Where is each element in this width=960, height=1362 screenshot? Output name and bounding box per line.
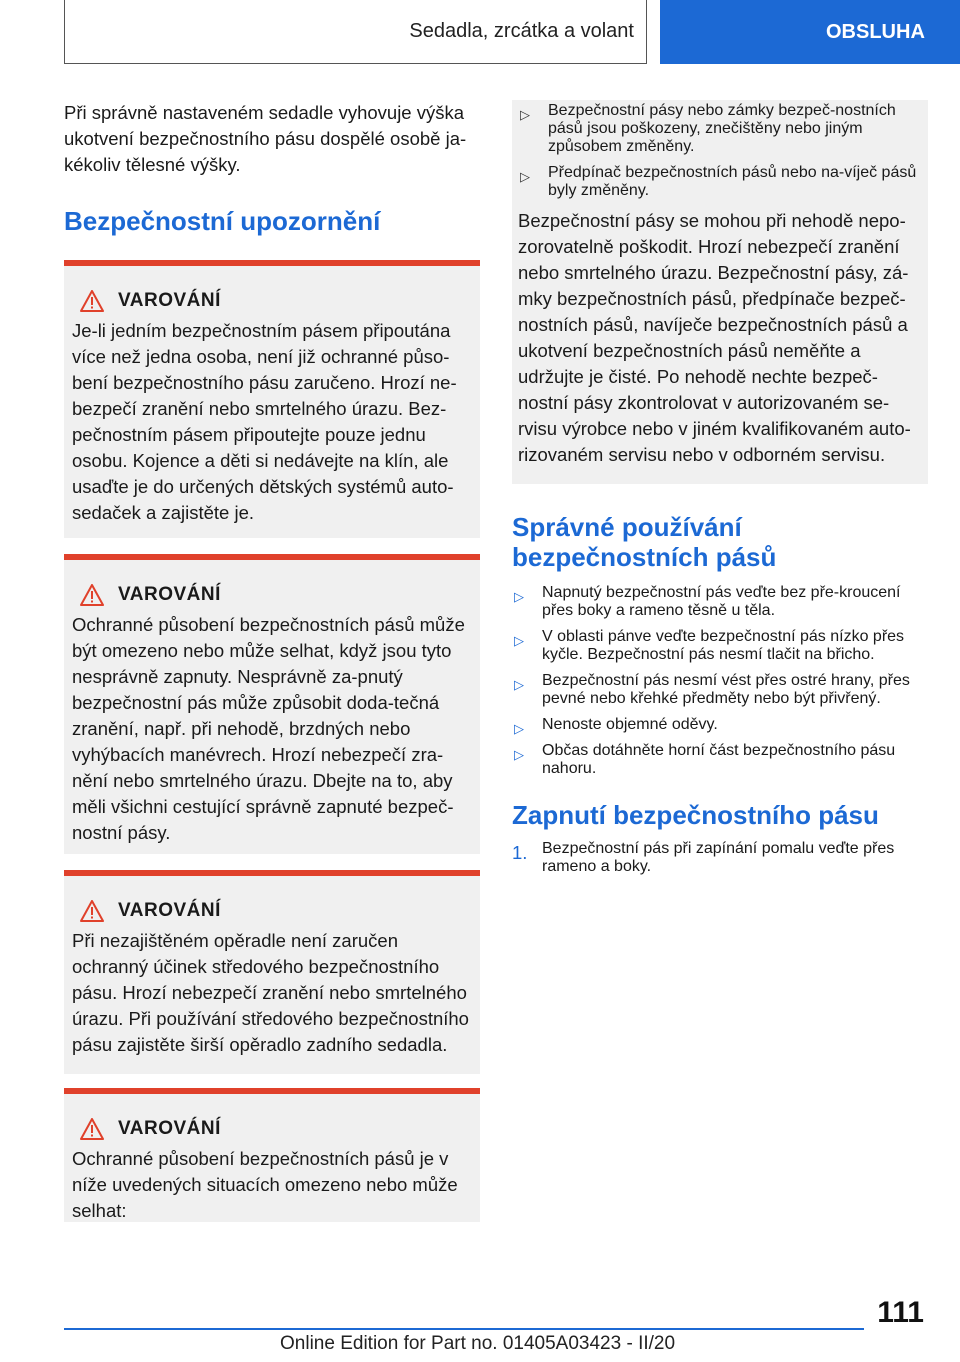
heading-fasten-belt: Zapnutí bezpečnostního pásu <box>512 800 879 830</box>
list-item: ▷ Bezpečnostní pásy nebo zámky bezpeč-nostních pásů jsou poškozeny, znečištěny nebo jiným způsobem změněny. <box>520 102 896 155</box>
list-item: ▷ V oblasti pánve veďte bezpečnostní pás nízko přes kyčle. Bezpečnostní pás nesmí tlačit na břicho. <box>514 628 905 663</box>
warning-title: VAROVÁNÍ <box>118 900 221 921</box>
footer-edition: Online Edition for Part no. 01405A03423 - II/20 <box>280 1333 676 1354</box>
warning-box <box>64 870 480 1074</box>
list-item: ▷ Předpínač bezpečnostních pásů nebo na-víječ pásů byly změněny. <box>520 164 917 199</box>
heading-correct-use: Správné používání bezpečnostních pásů <box>512 512 777 572</box>
header-section-title <box>64 0 647 64</box>
step-item <box>512 840 928 876</box>
step-number: 1. <box>512 842 528 863</box>
header-tab[interactable] <box>660 0 960 64</box>
right-column <box>512 100 928 884</box>
warning-triangle-icon <box>80 1118 104 1140</box>
page-number: 111 <box>877 1296 924 1329</box>
heading-safety-warnings: Bezpečnostní upozornění <box>64 206 381 236</box>
warning-triangle-icon <box>80 584 104 606</box>
warning-continuation-text: Bezpečnostní pásy se mohou při nehodě nepo-zorovatelně poškodit. Hrozí nebezpečí zranění nebo smrtelného úrazu. Bezpečnostní pásy, zá-mky bezpečnostních pásů, předpínače bezpeč-nostních pásů, navíječe bezpečnostních pásů a ukotvení bezpečnostních pásů neměňte a udržujte je čisté. Po nehodě nechte bezpeč-nostní pásy zkontrolovat v autorizovaném se-rvisu výrobce nebo v jiném kvalifikovaném auto-rizovaném servisu nebo v odborném servisu. <box>518 210 911 465</box>
footer-divider <box>64 1328 864 1330</box>
warning-triangle-icon <box>80 290 104 312</box>
list-item: ▷ Bezpečnostní pás nesmí vést přes ostré hrany, přes pevné nebo křehké předměty nebo být přivřený. <box>514 672 910 707</box>
triangle-right-icon: ▷ <box>514 721 524 736</box>
triangle-right-icon: ▷ <box>514 747 524 762</box>
warning-title: VAROVÁNÍ <box>118 584 221 605</box>
warning-title: VAROVÁNÍ <box>118 1118 221 1139</box>
warning-bullet-list <box>518 102 920 200</box>
tab-label: OBSLUHA <box>826 20 925 43</box>
triangle-right-icon: ▷ <box>514 589 524 604</box>
section-title: Sedadla, zrcátka a volant <box>409 20 634 42</box>
triangle-right-icon: ▷ <box>520 169 530 184</box>
list-item: ▷ Nenoste objemné oděvy. <box>512 716 928 734</box>
left-column <box>64 100 480 1222</box>
list-item: ▷ Občas dotáhněte horní část bezpečnostního pásu nahoru. <box>514 742 896 777</box>
warning-text: Je-li jedním bezpečnostním pásem připoutána více než jedna osoba, není již ochranné půso-bení bezpečnostního pásu zaručeno. Hrozí ne-bezpečí zranění nebo smrtelného úrazu. Bez-pečnostním pásem připoutejte pouze jednu osobu. Kojence a děti si nedávejte na klín, ale usaďte je do určených dětských systémů auto-sedaček a zajistěte je. <box>72 320 457 523</box>
warning-box <box>64 1088 480 1222</box>
warning-text: Při nezajištěném opěradle není zaručen ochranný účinek středového bezpečnostního pásu. Hrozí nebezpečí zranění nebo smrtelného úrazu. Při používání středového bezpečnostního pásu zajistěte širší opěradlo zadního sedadla. <box>72 930 469 1055</box>
warning-box <box>64 260 480 538</box>
use-bullet-list <box>512 584 928 778</box>
warning-text: Ochranné působení bezpečnostních pásů může být omezeno nebo může selhat, když jsou tyto nesprávně zapnuty. Nesprávně za-pnutý bezpečnostní pás může způsobit doda-tečná zranění, např. při nehodě, brzdných nebo vyhýbacích manévrech. Hrozí nebezpečí zra-nění nebo smrtelného úrazu. Dbejte na to, aby měli všichni cestující správně zapnuté bezpeč-nostní pásy. <box>72 614 465 843</box>
triangle-right-icon: ▷ <box>514 677 524 692</box>
triangle-right-icon: ▷ <box>514 633 524 648</box>
warning-triangle-icon <box>80 900 104 922</box>
step-text: Bezpečnostní pás při zapínání pomalu veďte přes rameno a boky. <box>542 840 895 875</box>
warning-title: VAROVÁNÍ <box>118 290 221 311</box>
warning-continuation-box <box>512 100 928 484</box>
triangle-right-icon: ▷ <box>520 107 530 122</box>
steps-list <box>512 840 928 876</box>
warning-box <box>64 554 480 854</box>
list-item: ▷ Napnutý bezpečnostní pás veďte bez pře-kroucení přes boky a rameno těsně u těla. <box>514 584 901 619</box>
intro-paragraph: Při správně nastaveném sedadle vyhovuje výška ukotvení bezpečnostního pásu dospělé osobě ja-kékoliv tělesné výšky. <box>64 102 467 175</box>
warning-text: Ochranné působení bezpečnostních pásů je v níže uvedených situacích omezeno nebo může selhat: <box>72 1148 458 1221</box>
